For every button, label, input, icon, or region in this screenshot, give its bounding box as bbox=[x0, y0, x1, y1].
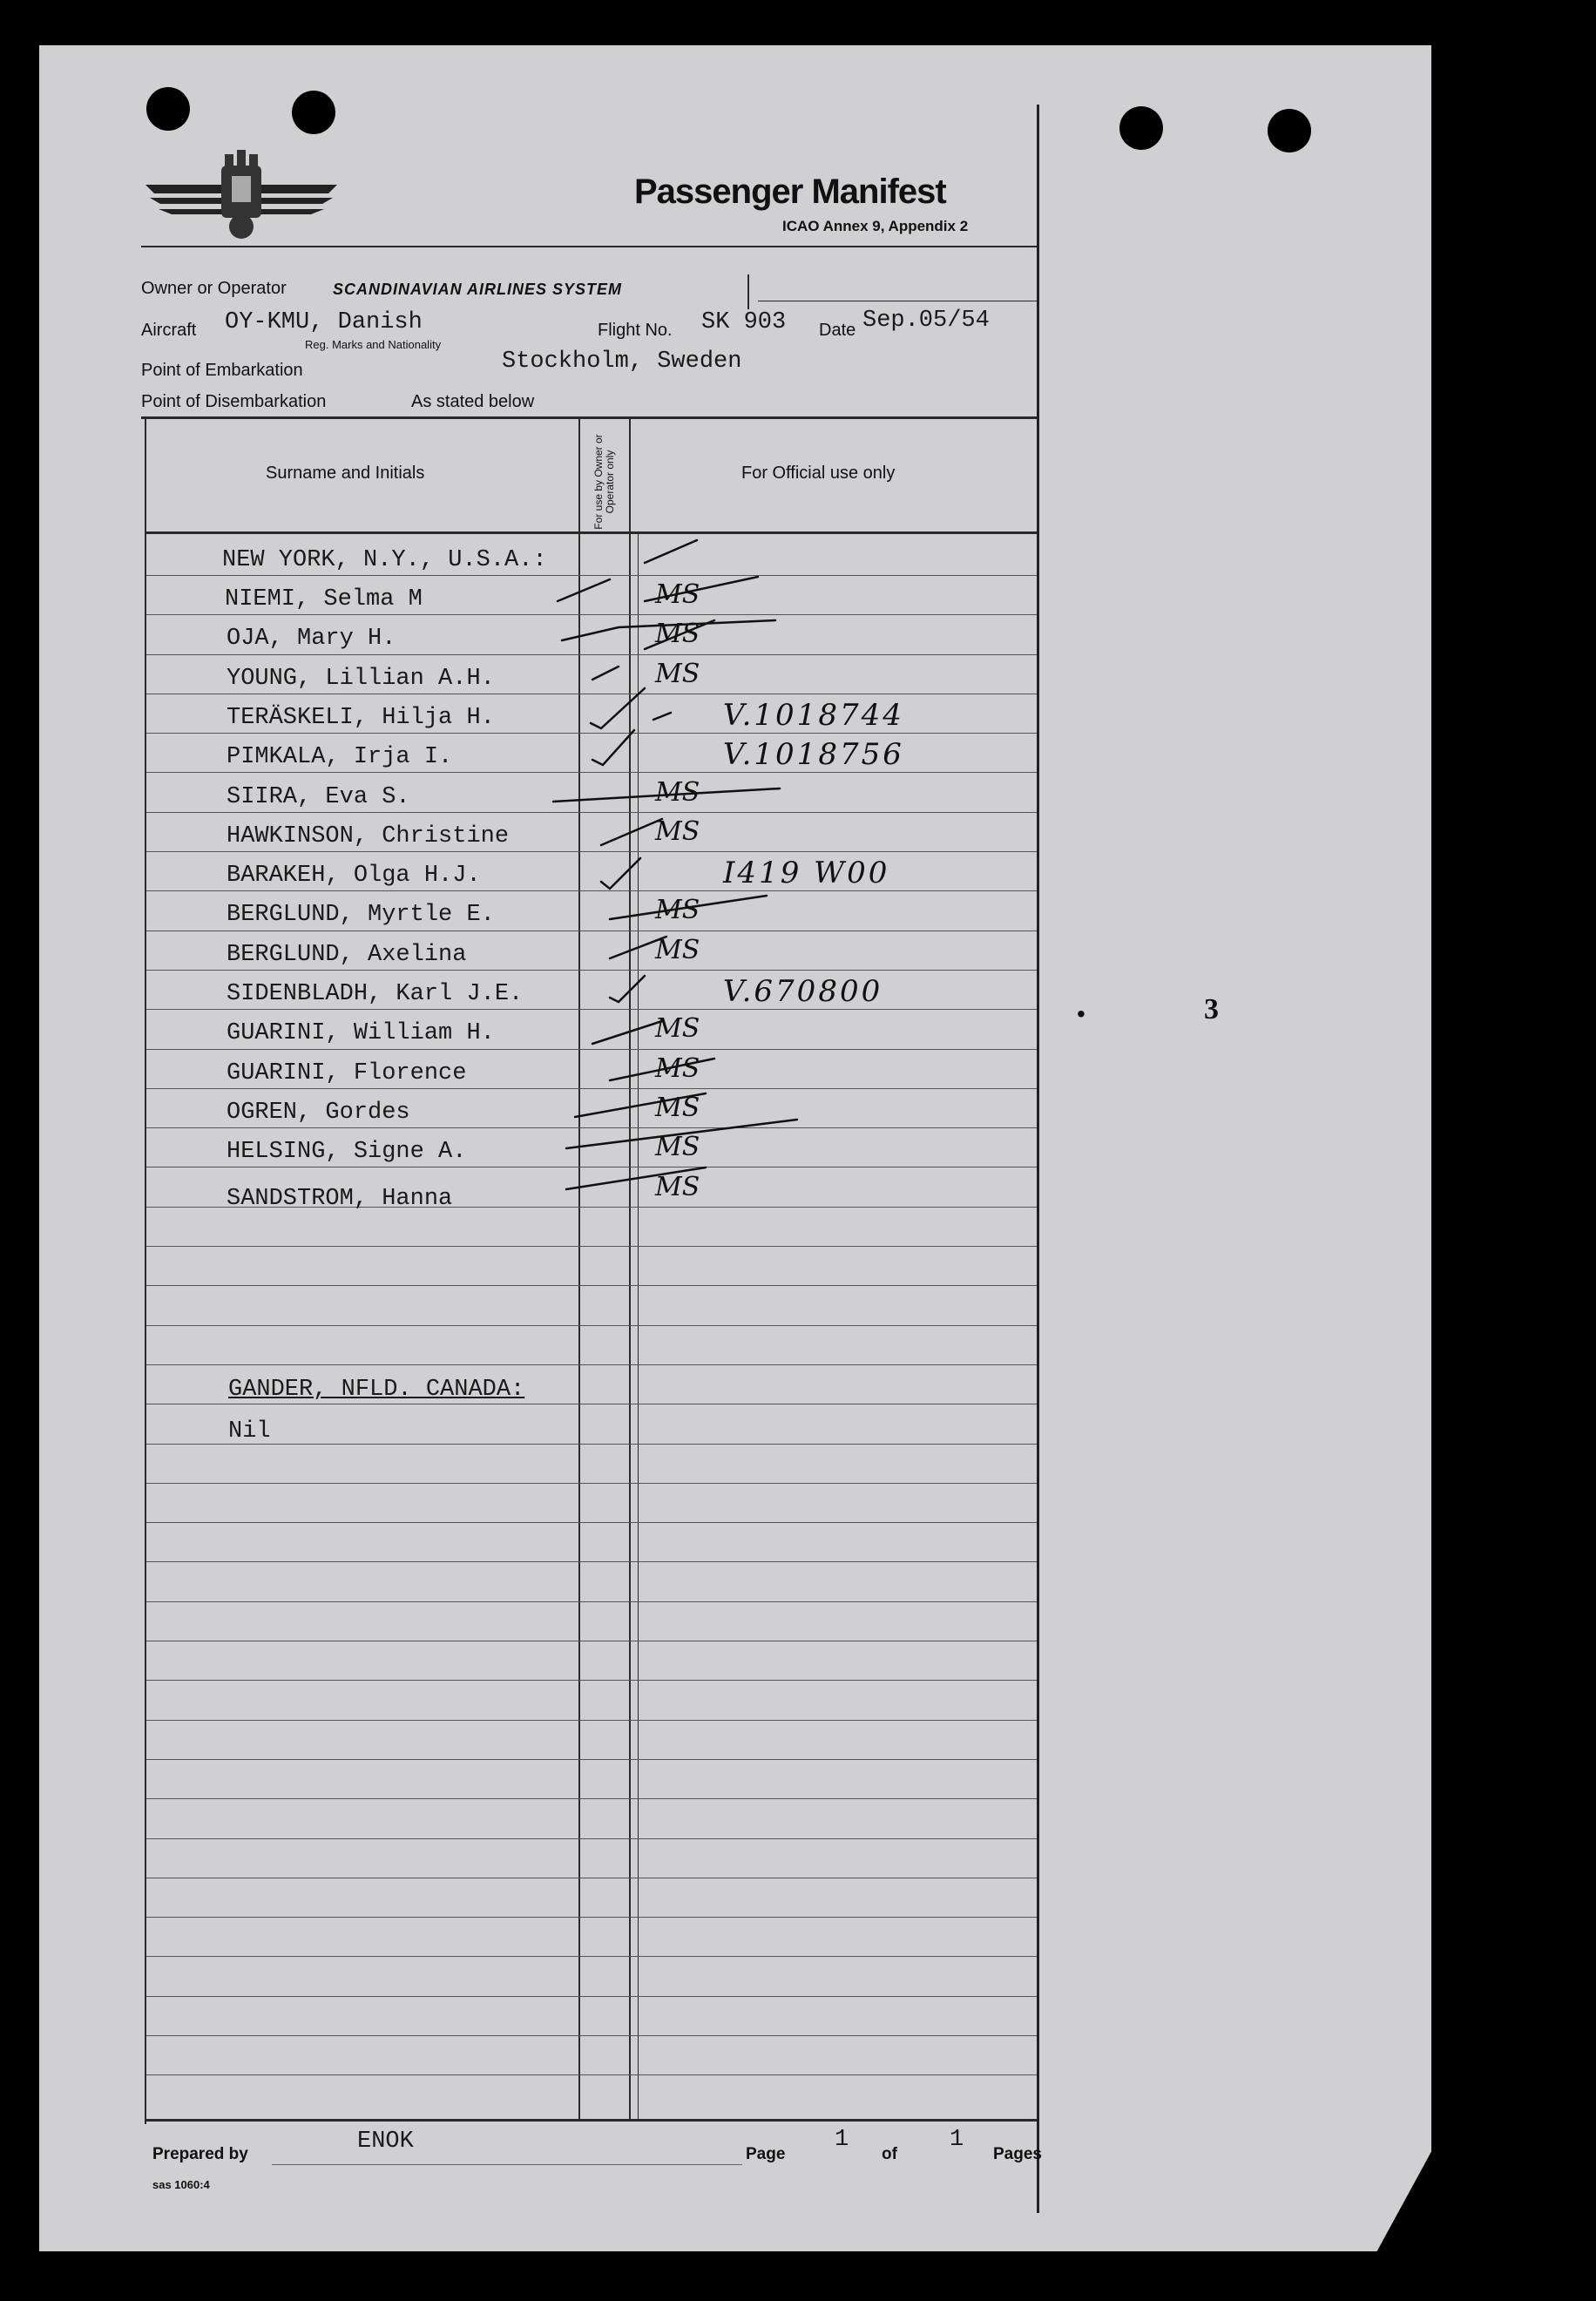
passenger-name: BERGLUND, Axelina bbox=[227, 941, 467, 968]
passenger-name: GUARINI, Florence bbox=[227, 1059, 467, 1086]
page-label: Page bbox=[746, 2145, 786, 2163]
passenger-name: SIDENBLADH, Karl J.E. bbox=[227, 981, 524, 1007]
prepared-value: ENOK bbox=[357, 2128, 414, 2155]
of-value: 1 bbox=[950, 2127, 964, 2153]
passenger-name: NIEMI, Selma M bbox=[225, 586, 423, 612]
passenger-name: BARAKEH, Olga H.J. bbox=[227, 863, 481, 890]
official-mark: MS bbox=[655, 1132, 700, 1163]
prepared-underline bbox=[272, 2164, 742, 2165]
embark-value: Stockholm, Sweden bbox=[502, 349, 742, 375]
passenger-name: HAWKINSON, Christine bbox=[227, 822, 510, 849]
passenger-name: PIMKALA, Irja I. bbox=[227, 744, 453, 771]
flight-value: SK 903 bbox=[701, 309, 787, 335]
prepared-label: Prepared by bbox=[152, 2145, 248, 2163]
disembark-value: As stated below bbox=[411, 392, 535, 411]
col-owner-use: For use by Owner or Operator only bbox=[592, 434, 616, 530]
official-mark: MS bbox=[655, 816, 700, 847]
aircraft-value: OY-KMU, Danish bbox=[225, 309, 423, 335]
margin-mark-icon: • bbox=[1077, 1000, 1085, 1027]
official-mark: MS bbox=[655, 1092, 700, 1123]
official-mark: I419 W00 bbox=[723, 856, 890, 891]
gander-value: Nil bbox=[228, 1418, 271, 1445]
passenger-name: BERGLUND, Myrtle E. bbox=[227, 902, 495, 929]
section-gander: GANDER, NFLD. CANADA: bbox=[228, 1377, 525, 1403]
passenger-name: GUARINI, William H. bbox=[227, 1020, 495, 1047]
page-subtitle: ICAO Annex 9, Appendix 2 bbox=[782, 218, 969, 234]
disembark-label: Point of Disembarkation bbox=[141, 392, 327, 411]
official-mark: MS bbox=[655, 1013, 700, 1045]
date-label: Date bbox=[819, 321, 856, 340]
official-mark: MS bbox=[655, 619, 700, 650]
passenger-name: SIIRA, Eva S. bbox=[227, 783, 410, 810]
passenger-name: SANDSTROM, Hanna bbox=[227, 1185, 453, 1212]
date-value: Sep.05/54 bbox=[862, 308, 990, 334]
page-title: Passenger Manifest bbox=[634, 173, 946, 211]
official-mark: MS bbox=[655, 658, 700, 689]
passenger-name: TERÄSKELI, Hilja H. bbox=[227, 704, 495, 731]
footer-top bbox=[145, 2119, 1037, 2122]
official-mark: MS bbox=[655, 895, 700, 926]
pages-label: Pages bbox=[993, 2145, 1042, 2163]
section-new-york: NEW YORK, N.Y., U.S.A.: bbox=[222, 547, 547, 573]
passenger-name: OJA, Mary H. bbox=[227, 626, 396, 653]
passenger-name: HELSING, Signe A. bbox=[227, 1139, 467, 1166]
side-number: 3 bbox=[1204, 993, 1219, 1025]
passenger-name: OGREN, Gordes bbox=[227, 1099, 410, 1126]
official-mark: MS bbox=[655, 934, 700, 965]
official-mark: V.1018756 bbox=[723, 737, 904, 773]
aircraft-label: Aircraft bbox=[141, 321, 197, 340]
col-official-use: For Official use only bbox=[741, 464, 896, 483]
official-mark: MS bbox=[655, 776, 700, 808]
page-value: 1 bbox=[835, 2127, 849, 2153]
official-mark: V.1018744 bbox=[723, 697, 904, 733]
reg-note: Reg. Marks and Nationality bbox=[305, 338, 442, 351]
passenger-name: YOUNG, Lillian A.H. bbox=[227, 665, 495, 692]
owner-value: SCANDINAVIAN AIRLINES SYSTEM bbox=[333, 281, 623, 298]
official-mark: MS bbox=[655, 579, 700, 610]
embark-label: Point of Embarkation bbox=[141, 361, 303, 380]
owner-label: Owner or Operator bbox=[141, 279, 287, 298]
of-label: of bbox=[882, 2145, 897, 2163]
official-mark: V.670800 bbox=[723, 974, 883, 1009]
official-mark: MS bbox=[655, 1052, 700, 1084]
form-code: sas 1060:4 bbox=[152, 2178, 210, 2191]
official-mark: MS bbox=[655, 1171, 700, 1202]
flight-label: Flight No. bbox=[598, 321, 673, 340]
col-surname: Surname and Initials bbox=[266, 464, 425, 483]
